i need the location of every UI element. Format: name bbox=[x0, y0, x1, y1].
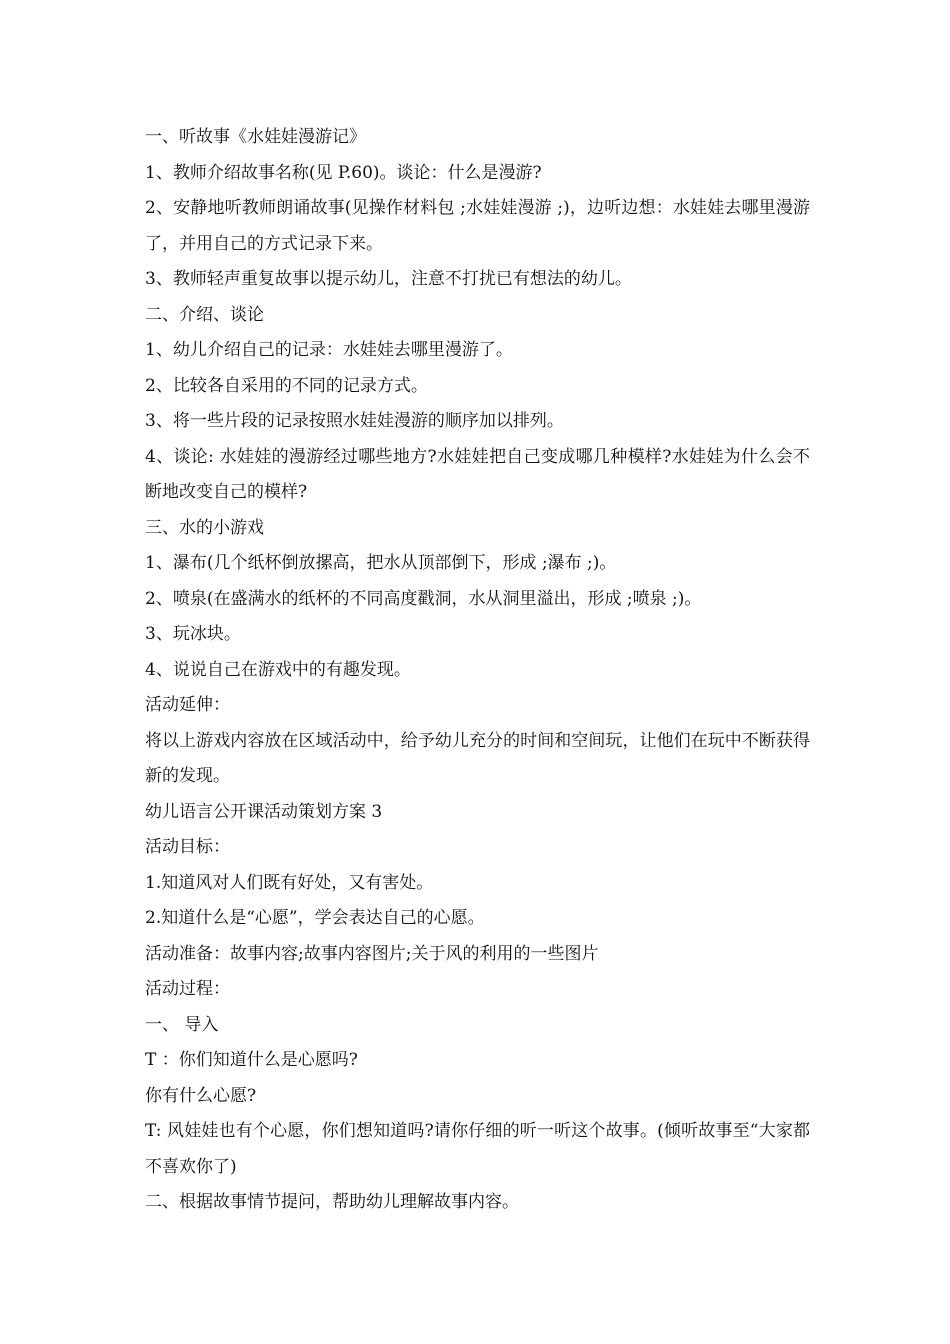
paragraph: 2、比较各自采用的不同的记录方式。 bbox=[145, 375, 428, 396]
paragraph: 2.知道什么是“心愿”，学会表达自己的心愿。 bbox=[145, 908, 485, 928]
section-heading-introduce-discuss: 二、介绍、谈论 bbox=[145, 304, 264, 325]
paragraph: 1、瀑布(几个纸杯倒放摞高，把水从顶部倒下，形成 ;瀑布 ;)。 bbox=[145, 553, 617, 573]
paragraph: 2、喷泉(在盛满水的纸杯的不同高度戳洞，水从洞里溢出，形成 ;喷泉 ;)。 bbox=[145, 588, 702, 609]
document-body bbox=[145, 120, 810, 1221]
section-heading-listen-story: 一、听故事《水娃娃漫游记》 bbox=[145, 127, 366, 147]
section-heading-activity-process: 活动过程： bbox=[145, 979, 230, 999]
section-heading-activity-goals: 活动目标： bbox=[145, 837, 230, 857]
plan-title: 幼儿语言公开课活动策划方案 3 bbox=[145, 801, 383, 822]
paragraph: 3、教师轻声重复故事以提示幼儿，注意不打扰已有想法的幼儿。 bbox=[145, 269, 632, 289]
paragraph: 2、安静地听教师朗诵故事(见操作材料包 ;水娃娃漫游 ;)，边听边想：水娃娃去哪里漫游了，并用自己的方式记录下来。 bbox=[145, 198, 810, 254]
paragraph: 你有什么心愿? bbox=[145, 1085, 257, 1106]
paragraph: 1.知道风对人们既有好处，又有害处。 bbox=[145, 872, 434, 893]
paragraph: 3、将一些片段的记录按照水娃娃漫游的顺序加以排列。 bbox=[145, 411, 564, 431]
section-heading-introduction: 一、 导入 bbox=[145, 1014, 219, 1035]
section-heading-water-games: 三、水的小游戏 bbox=[145, 517, 264, 538]
paragraph: 4、说说自己在游戏中的有趣发现。 bbox=[145, 659, 411, 680]
paragraph: 1、教师介绍故事名称(见 P.60)。谈论：什么是漫游? bbox=[145, 162, 542, 183]
paragraph: 4、谈论: 水娃娃的漫游经过哪些地方?水娃娃把自己变成哪几种模样?水娃娃为什么会不断地改变自己的模样? bbox=[145, 446, 810, 502]
paragraph: 1、幼儿介绍自己的记录：水娃娃去哪里漫游了。 bbox=[145, 340, 513, 360]
section-heading-story-questions: 二、根据故事情节提问，帮助幼儿理解故事内容。 bbox=[145, 1192, 519, 1212]
paragraph: T: 风娃娃也有个心愿，你们想知道吗?请你仔细的听一听这个故事。(倾听故事至“大家都不喜欢你了) bbox=[145, 1121, 810, 1177]
paragraph: 将以上游戏内容放在区域活动中，给予幼儿充分的时间和空间玩，让他们在玩中不断获得新的发现。 bbox=[145, 730, 810, 786]
paragraph: 3、玩冰块。 bbox=[145, 624, 241, 644]
paragraph: T ：你们知道什么是心愿吗? bbox=[145, 1050, 358, 1070]
section-heading-activity-extension: 活动延伸： bbox=[145, 695, 230, 715]
activity-preparation: 活动准备：故事内容;故事内容图片;关于风的利用的一些图片 bbox=[145, 943, 599, 964]
